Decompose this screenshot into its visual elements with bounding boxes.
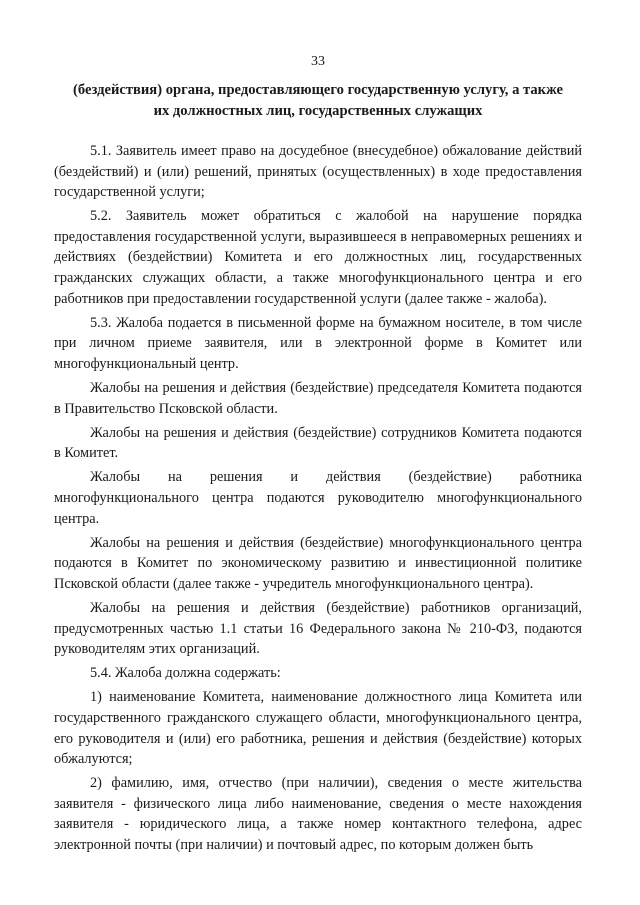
paragraph-5-1: 5.1. Заявитель имеет право на досудебное (внесудебное) обжалование действий (бездействий) и (или) решений, принятых (осуществленных) в ходе предоставления государственной услуги; [54, 143, 582, 201]
paragraph-complaints-staff: Жалобы на решения и действия (бездействие) сотрудников Комитета подаются в Комитет. [54, 424, 582, 462]
list-item-1: 1) наименование Комитета, наименование должностного лица Комитета или государственного гражданского служащего области, многофункционального центра, его руководителя и (или) его работника, решения и действия (бездействие) которых обжалуются; [54, 689, 582, 768]
paragraph-complaints-chairman: Жалобы на решения и действия (бездействие) председателя Комитета подаются в Правительство Псковской области. [54, 380, 582, 417]
paragraph-5-3: 5.3. Жалоба подается в письменной форме на бумажном носителе, в том числе при личном приеме заявителя, или в электронной форме в Комитет или многофункциональный центр. [54, 314, 582, 372]
page-number: 33 [311, 54, 325, 69]
paragraph-5-4: 5.4. Жалоба должна содержать: [90, 665, 281, 682]
list-item-2: 2) фамилию, имя, отчество (при наличии), сведения о месте жительства заявителя - физического лица либо наименование, сведения о месте нахождения заявителя - юридического лица, а также номер контактного телефона, адрес электронной почты (при наличии) и почтовый адрес, по которым должен быть [54, 775, 582, 853]
paragraph-complaints-mfc-worker: Жалобы на решения и действия (бездействие) работника многофункционального центра подаются руководителю многофункционального центра. [54, 469, 582, 527]
document-body [54, 141, 582, 856]
paragraph-5-2: 5.2. Заявитель может обратиться с жалобой на нарушение порядка предоставления государственной услуги, выразившееся в неправомерных решениях и действиях (бездействии) Комитета и его должностных лиц, государственных гражданских служащих области, а также многофункционального центра и его работников при предоставлении государственной услуги (далее также - жалоба). [54, 208, 582, 307]
paragraph-complaints-mfc: Жалобы на решения и действия (бездействие) многофункционального центра подаются в Комитет по экономическому развитию и инвестиционной политике Псковской области (далее также - учредитель многофункционального центра). [54, 534, 582, 592]
paragraph-complaints-organizations: Жалобы на решения и действия (бездействие) работников организаций, предусмотренных частью 1.1 статьи 16 Федерального закона № 210-ФЗ, подаются руководителям этих организаций. [54, 599, 582, 658]
section-heading-line-2: их должностных лиц, государственных служащих [153, 103, 483, 119]
section-heading-line-1: (бездействия) органа, предоставляющего государственную услугу, а также [73, 82, 563, 98]
section-heading [54, 80, 582, 122]
